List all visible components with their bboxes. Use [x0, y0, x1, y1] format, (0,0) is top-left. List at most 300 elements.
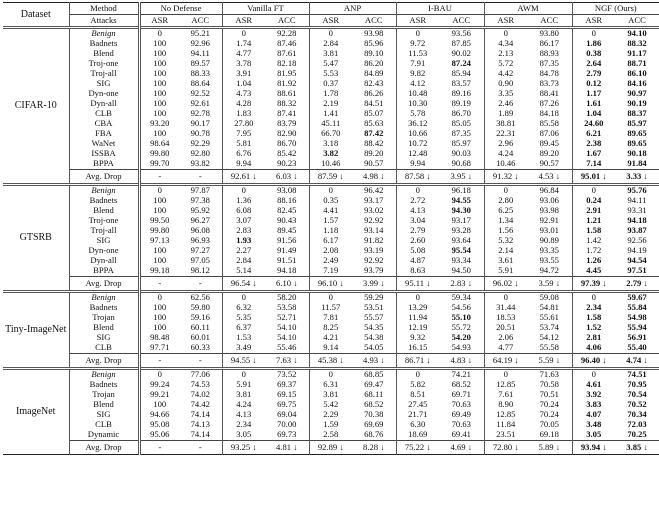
dataset-label: ImageNet [16, 406, 56, 418]
table-cell: 4.12 [396, 79, 439, 89]
avg-drop-cell: 6.03 ↓ [265, 170, 309, 185]
table-cell: 5.35 [222, 313, 265, 323]
table-cell: 69.73 [277, 429, 297, 440]
attack-label: Blend [69, 400, 139, 410]
table-cell: 1.59 [309, 420, 352, 430]
table-cell: 99.70 [139, 159, 179, 170]
table-cell: 93.79 [364, 265, 384, 276]
attack-label: Dyn-all [69, 99, 139, 109]
table-cell: 84.16 [627, 78, 647, 89]
table-cell: 2.81 [572, 333, 615, 343]
table-cell: 0 [139, 28, 179, 40]
table-cell: 52.71 [277, 312, 297, 323]
table-cell: 69.15 [277, 389, 297, 400]
table-cell: 85.94 [451, 68, 471, 79]
header-method: Method [69, 3, 139, 15]
table-cell: 3.48 [572, 420, 615, 430]
table-cell: 96.08 [190, 225, 210, 236]
table-cell: 3.81 [309, 390, 352, 400]
avg-drop-label: Avg. Drop [69, 441, 139, 455]
table-cell: 2.14 [484, 246, 527, 256]
table-cell: 88.71 [627, 58, 647, 69]
table-cell: 70.52 [627, 399, 647, 410]
table-cell: 4.61 [572, 380, 615, 390]
table-cell: 89.65 [627, 138, 647, 149]
table-cell: 2.60 [396, 236, 439, 246]
table-cell: 3.49 [222, 343, 265, 354]
header-attacks: Attacks [69, 15, 139, 28]
dataset-label: CIFAR-10 [14, 100, 57, 112]
table-cell: 2.49 [309, 256, 352, 266]
avg-drop-cell: - [139, 354, 179, 369]
table-cell: 88.61 [277, 88, 297, 99]
table-cell: 92.56 [627, 235, 647, 246]
table-cell: 85.42 [277, 148, 297, 159]
avg-drop-cell: 75.22 ↓ [396, 441, 439, 455]
table-cell: 4.24 [484, 149, 527, 159]
table-cell: 9.94 [222, 159, 265, 170]
table-cell: 2.91 [572, 206, 615, 216]
avg-drop-cell: 92.89 ↓ [309, 441, 352, 455]
table-cell: 1.42 [572, 236, 615, 246]
table-cell: 1.89 [484, 109, 527, 119]
table-cell: 99.50 [139, 216, 179, 226]
table-cell: 90.68 [451, 158, 471, 169]
table-cell: 54.38 [364, 332, 384, 343]
table-cell: 92.80 [190, 148, 210, 159]
table-cell: 3.07 [222, 216, 265, 226]
table-cell: 55.40 [627, 342, 647, 353]
avg-drop-cell: 7.63 ↓ [265, 354, 309, 369]
table-cell: 2.58 [309, 430, 352, 441]
attack-label: Benign [69, 185, 139, 197]
table-cell: 6.25 [484, 206, 527, 216]
table-cell: 54.98 [627, 312, 647, 323]
table-cell: 0 [222, 292, 265, 304]
table-cell: 93.87 [627, 225, 647, 236]
table-cell: 69.47 [364, 379, 384, 390]
table-cell: 1.34 [484, 216, 527, 226]
table-cell: 99.80 [139, 226, 179, 236]
table-cell: 87.26 [539, 98, 559, 109]
table-cell: 69.41 [451, 429, 471, 440]
table-cell: 5.91 [484, 266, 527, 277]
table-cell: 84.51 [364, 98, 384, 109]
table-cell: 94.50 [451, 265, 471, 276]
table-cell: 87.42 [364, 128, 384, 139]
table-cell: 5.53 [309, 69, 352, 79]
table-cell: 4.77 [222, 49, 265, 59]
table-cell: 88.64 [190, 78, 210, 89]
table-cell: 81.95 [277, 68, 297, 79]
table-cell: 5.78 [396, 109, 439, 119]
table-cell: 94.10 [627, 28, 647, 39]
table-cell: 92.91 [539, 215, 559, 226]
table-cell: 5.42 [309, 400, 352, 410]
header-dataset: Dataset [20, 8, 51, 20]
table-cell: 1.04 [572, 109, 615, 119]
table-cell: 2.34 [222, 420, 265, 430]
table-cell: 90.43 [277, 215, 297, 226]
table-cell: 91.51 [277, 255, 297, 266]
table-cell: 2.84 [222, 256, 265, 266]
table-cell: 93.35 [539, 245, 559, 256]
table-cell: 54.05 [364, 342, 384, 353]
table-cell: 100 [139, 39, 179, 49]
table-row [3, 369, 659, 381]
attack-label: Badnets [69, 303, 139, 313]
table-cell: 93.01 [539, 225, 559, 236]
table-cell: 100 [139, 246, 179, 256]
table-cell: 98.64 [139, 139, 179, 149]
table-cell: 10.66 [396, 129, 439, 139]
table-cell: 0 [572, 292, 615, 304]
attack-label: Dyn-one [69, 89, 139, 99]
table-cell: 96.18 [451, 185, 471, 196]
table-cell: 98.12 [190, 265, 210, 276]
table-cell: 94.11 [627, 195, 647, 206]
table-cell: 100 [139, 400, 179, 410]
avg-drop-cell: 2.79 ↓ [615, 277, 659, 292]
table-cell: 91.82 [364, 235, 384, 246]
table-cell: 1.67 [572, 149, 615, 159]
header-method-4: AWM [484, 3, 572, 15]
dataset-label: Tiny-ImageNet [5, 324, 67, 336]
table-cell: 70.24 [539, 409, 559, 420]
table-cell: 3.78 [222, 59, 265, 69]
table-cell: 38.81 [484, 119, 527, 129]
attack-label: Blend [69, 206, 139, 216]
avg-drop-cell: 3.85 ↓ [615, 441, 659, 455]
table-cell: 83.79 [277, 118, 297, 129]
avg-drop-row [3, 277, 659, 292]
table-cell: 5.81 [222, 139, 265, 149]
table-cell: 0 [309, 292, 352, 304]
table-cell: 4.28 [222, 99, 265, 109]
table-cell: 0 [222, 369, 265, 381]
table-cell: 86.70 [277, 138, 297, 149]
table-cell: 90.78 [190, 128, 210, 139]
table-cell: 3.18 [309, 139, 352, 149]
table-cell: 93.17 [364, 195, 384, 206]
table-cell: 93.19 [364, 245, 384, 256]
avg-drop-cell: 4.98 ↓ [352, 170, 396, 185]
table-cell: 0.24 [572, 196, 615, 206]
table-cell: 59.29 [364, 292, 384, 303]
table-cell: 0.37 [309, 79, 352, 89]
header-method-2: ANP [309, 3, 396, 15]
table-cell: 74.14 [190, 429, 210, 440]
table-cell: 69.71 [451, 389, 471, 400]
table-cell: 36.12 [396, 119, 439, 129]
table-cell: 8.90 [484, 400, 527, 410]
table-cell: 69.04 [277, 409, 297, 420]
table-cell: 5.72 [484, 59, 527, 69]
attack-label: Badnets [69, 196, 139, 206]
table-cell: 99.80 [139, 149, 179, 159]
table-cell: 93.80 [539, 28, 559, 39]
table-cell: 4.21 [309, 333, 352, 343]
avg-drop-cell: 4.53 ↓ [527, 170, 572, 185]
avg-drop-cell: 4.83 ↓ [439, 354, 484, 369]
table-cell: 59.80 [190, 302, 210, 313]
table-cell: 9.32 [396, 333, 439, 343]
table-cell: 97.71 [139, 343, 179, 354]
table-cell: 68.11 [364, 389, 384, 400]
table-cell: 12.85 [484, 410, 527, 420]
header-asr-1: ASR [222, 15, 265, 28]
table-row [3, 28, 659, 40]
attack-label: CLB [69, 109, 139, 119]
table-cell: 74.53 [190, 379, 210, 390]
table-cell: 93.06 [539, 195, 559, 206]
table-cell: 90.23 [277, 158, 297, 169]
attack-label: Troj-all [69, 226, 139, 236]
table-cell: 59.16 [190, 312, 210, 323]
table-cell: 83.57 [451, 78, 471, 89]
table-cell: 8.63 [396, 266, 439, 277]
table-cell: 90.89 [539, 235, 559, 246]
table-cell: 6.37 [222, 323, 265, 333]
avg-drop-row [3, 170, 659, 185]
table-cell: 81.92 [277, 78, 297, 89]
table-cell: 55.72 [451, 322, 471, 333]
table-cell: 11.57 [309, 303, 352, 313]
table-cell: 7.14 [572, 159, 615, 170]
avg-drop-cell: 4.93 ↓ [352, 354, 396, 369]
table-cell: 54.35 [364, 322, 384, 333]
table-cell: 54.93 [451, 342, 471, 353]
table-cell: 91.56 [277, 235, 297, 246]
table-cell: 0 [309, 28, 352, 40]
table-cell: 5.82 [396, 380, 439, 390]
table-cell: 85.05 [451, 118, 471, 129]
table-cell: 94.19 [627, 245, 647, 256]
table-cell: 1.53 [222, 333, 265, 343]
table-cell: 87.06 [539, 128, 559, 139]
table-cell: 88.93 [539, 48, 559, 59]
table-cell: 90.57 [539, 158, 559, 169]
table-cell: 27.80 [222, 119, 265, 129]
header-asr-0: ASR [139, 15, 179, 28]
table-cell: 60.33 [190, 342, 210, 353]
table-cell: 94.30 [451, 205, 471, 216]
table-cell: 4.34 [484, 39, 527, 49]
table-cell: 100 [139, 196, 179, 206]
table-cell: 1.93 [222, 236, 265, 246]
table-cell: 0 [484, 369, 527, 381]
table-cell: 82.18 [277, 58, 297, 69]
avg-drop-cell: - [179, 277, 222, 292]
table-cell: 97.38 [190, 195, 210, 206]
avg-drop-cell: 6.10 ↓ [265, 277, 309, 292]
table-row [3, 185, 659, 197]
table-cell: 60.01 [190, 332, 210, 343]
table-cell: 92.29 [190, 138, 210, 149]
table-row [3, 266, 659, 277]
table-cell: 74.42 [190, 399, 210, 410]
table-cell: 74.21 [451, 369, 471, 380]
table-cell: 0 [396, 292, 439, 304]
table-cell: 0 [396, 28, 439, 40]
table-cell: 4.06 [572, 343, 615, 354]
table-cell: 92.61 [190, 98, 210, 109]
table-cell: 73.52 [277, 369, 297, 380]
avg-drop-cell: 4.81 ↓ [265, 441, 309, 455]
avg-drop-cell: 96.10 ↓ [309, 277, 352, 292]
table-cell: 69.18 [539, 429, 559, 440]
attack-label: CLB [69, 420, 139, 430]
table-cell: 54.10 [277, 322, 297, 333]
attack-label: CBA [69, 119, 139, 129]
avg-drop-label: Avg. Drop [69, 354, 139, 369]
table-cell: 1.04 [222, 79, 265, 89]
table-cell: 87.35 [539, 58, 559, 69]
table-cell: 11.84 [484, 420, 527, 430]
table-cell: 1.56 [484, 226, 527, 236]
table-cell: 94.72 [539, 265, 559, 276]
table-cell: 53.74 [539, 322, 559, 333]
table-cell: 92.52 [190, 88, 210, 99]
avg-drop-cell: 3.59 ↓ [527, 277, 572, 292]
table-cell: 93.34 [451, 255, 471, 266]
table-cell: 97.51 [627, 265, 647, 276]
table-cell: 87.61 [277, 48, 297, 59]
attack-label: Dyn-one [69, 246, 139, 256]
table-cell: 4.73 [222, 89, 265, 99]
table-cell: 84.78 [539, 68, 559, 79]
table-cell: 88.33 [190, 68, 210, 79]
avg-drop-label: Avg. Drop [69, 277, 139, 292]
header-method-0: No Defense [139, 3, 222, 15]
table-cell: 93.98 [539, 205, 559, 216]
table-cell: 54.56 [451, 302, 471, 313]
table-cell: 93.08 [277, 185, 297, 196]
table-row [3, 292, 659, 304]
table-cell: 70.25 [627, 429, 647, 440]
table-cell: 68.52 [364, 399, 384, 410]
table-cell: 95.76 [627, 185, 647, 196]
avg-drop-cell: - [179, 354, 222, 369]
avg-drop-cell: 8.28 ↓ [352, 441, 396, 455]
table-cell: 45.11 [309, 119, 352, 129]
table-cell: 4.77 [484, 343, 527, 354]
table-cell: 3.05 [222, 430, 265, 441]
table-cell: 6.21 [572, 129, 615, 139]
table-cell: 91.17 [627, 48, 647, 59]
table-cell: 74.13 [190, 419, 210, 430]
table-cell: 4.07 [572, 410, 615, 420]
table-cell: 0 [484, 28, 527, 40]
table-cell: 6.30 [396, 420, 439, 430]
avg-drop-cell: 94.55 ↓ [222, 354, 265, 369]
table-cell: 85.58 [539, 118, 559, 129]
table-cell: 98.48 [139, 333, 179, 343]
attack-label: CLB [69, 343, 139, 354]
table-cell: 69.69 [364, 419, 384, 430]
avg-drop-cell: 95.01 ↓ [572, 170, 615, 185]
table-cell: 93.31 [627, 205, 647, 216]
attack-label: BPPA [69, 159, 139, 170]
table-cell: 84.18 [539, 108, 559, 119]
table-cell: 82.90 [277, 128, 297, 139]
table-cell: 2.19 [309, 99, 352, 109]
attack-label: Dynamic [69, 430, 139, 441]
table-cell: 5.32 [484, 236, 527, 246]
table-cell: 100 [139, 69, 179, 79]
table-cell: 12.19 [396, 323, 439, 333]
table-cell: 85.63 [364, 118, 384, 129]
attack-label: SIG [69, 79, 139, 89]
table-cell: 60.11 [190, 322, 210, 333]
table-cell: 1.52 [572, 323, 615, 333]
table-cell: 2.79 [396, 226, 439, 236]
table-cell: 54.81 [539, 302, 559, 313]
avg-drop-row [3, 441, 659, 455]
table-cell: 0 [484, 292, 527, 304]
table-cell: 0 [309, 369, 352, 381]
table-cell: 1.41 [309, 109, 352, 119]
table-cell: 97.05 [190, 255, 210, 266]
avg-drop-cell: 97.39 ↓ [572, 277, 615, 292]
table-cell: 3.92 [572, 390, 615, 400]
table-cell: 89.20 [539, 148, 559, 159]
table-cell: 0 [309, 185, 352, 197]
table-cell: 82.43 [364, 78, 384, 89]
avg-drop-cell: 4.74 ↓ [615, 354, 659, 369]
table-cell: 4.45 [572, 266, 615, 277]
avg-drop-row [3, 354, 659, 369]
header-method-3: I-BAU [396, 3, 484, 15]
table-cell: 5.14 [222, 266, 265, 277]
table-cell: 90.02 [451, 48, 471, 59]
table-cell: 96.27 [190, 215, 210, 226]
table-cell: 71.63 [539, 369, 559, 380]
table-cell: 70.95 [627, 379, 647, 390]
avg-drop-cell: 72.80 ↓ [484, 441, 527, 455]
table-cell: 10.30 [396, 99, 439, 109]
table-cell: 93.17 [451, 215, 471, 226]
table-cell: 72.03 [627, 419, 647, 430]
table-cell: 100 [139, 129, 179, 139]
table-cell: 100 [139, 109, 179, 119]
table-cell: 53.58 [277, 302, 297, 313]
header-acc-1: ACC [265, 15, 309, 28]
table-cell: 68.52 [451, 379, 471, 390]
table-cell: 77.06 [190, 369, 210, 380]
table-cell: 0 [572, 369, 615, 381]
table-body [3, 28, 659, 455]
avg-drop-cell: 96.54 ↓ [222, 277, 265, 292]
table-cell: 93.55 [539, 255, 559, 266]
table-cell: 20.51 [484, 323, 527, 333]
table-cell: 96.42 [364, 185, 384, 196]
attack-label: Badnets [69, 39, 139, 49]
table-cell: 0.12 [572, 79, 615, 89]
table-cell: 86.10 [627, 68, 647, 79]
table-cell: 90.19 [627, 98, 647, 109]
table-cell: 0 [222, 185, 265, 197]
table-cell: 89.16 [451, 88, 471, 99]
table-cell: 1.36 [222, 196, 265, 206]
table-cell: 89.10 [364, 48, 384, 59]
table-cell: 1.83 [222, 109, 265, 119]
table-cell: 0 [396, 185, 439, 197]
table-cell: 94.11 [190, 48, 210, 59]
table-cell: 7.95 [222, 129, 265, 139]
attack-label: Badnets [69, 380, 139, 390]
table-cell: 70.63 [451, 419, 471, 430]
